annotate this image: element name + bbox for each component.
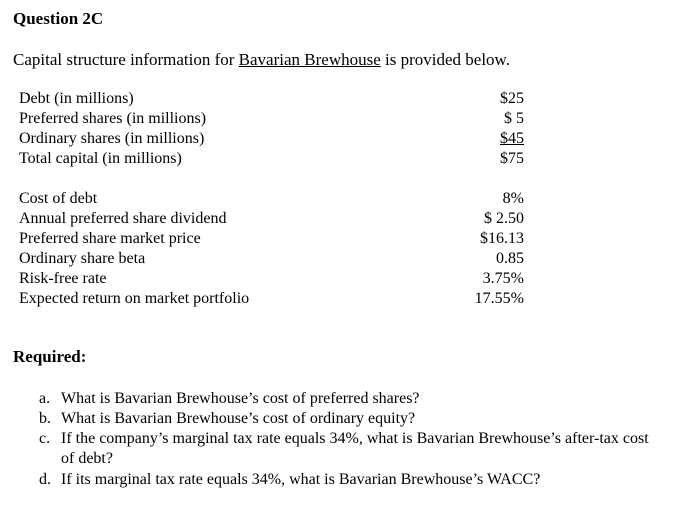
- row-value: 3.75%: [482, 270, 524, 287]
- row-value: 0.85: [496, 250, 524, 267]
- row-label: Cost of debt: [19, 190, 98, 207]
- intro-text-before: Capital structure information for: [13, 50, 239, 69]
- cost-inputs-table: [19, 189, 524, 309]
- table-row: [19, 289, 524, 309]
- row-label: Debt (in millions): [19, 90, 134, 107]
- item-letter: b.: [39, 410, 51, 427]
- row-value: $ 2.50: [484, 210, 524, 227]
- row-value: $ 5: [504, 110, 524, 127]
- table-row: [19, 209, 524, 229]
- row-value: 8%: [502, 190, 524, 207]
- list-item: [39, 389, 659, 409]
- item-text: What is Bavarian Brewhouse’s cost of preferred shares?: [61, 390, 420, 407]
- row-label: Ordinary shares (in millions): [19, 130, 205, 147]
- capital-structure-table: [19, 89, 524, 169]
- table-row: [19, 149, 524, 169]
- row-label: Ordinary share beta: [19, 250, 146, 267]
- table-row: [19, 109, 524, 129]
- company-name: Bavarian Brewhouse: [238, 50, 381, 69]
- row-label: Expected return on market portfolio: [19, 290, 250, 307]
- row-value: 17.55%: [474, 290, 524, 307]
- row-value: $75: [500, 150, 524, 167]
- row-label: Risk-free rate: [19, 270, 107, 287]
- list-item: [39, 470, 659, 490]
- item-letter: d.: [39, 471, 51, 488]
- row-label: Preferred shares (in millions): [19, 110, 207, 127]
- table-row: [19, 129, 524, 149]
- item-letter: c.: [39, 430, 51, 447]
- item-text: If its marginal tax rate equals 34%, what is Bavarian Brewhouse’s WACC?: [61, 471, 541, 488]
- table-row: [19, 89, 524, 109]
- table-row: [19, 229, 524, 249]
- item-letter: a.: [39, 390, 51, 407]
- question-list: [39, 389, 659, 490]
- intro-text-after: is provided below.: [380, 50, 510, 69]
- required-heading: Required:: [13, 347, 87, 366]
- row-value: $16.13: [480, 230, 524, 247]
- list-item: [39, 429, 659, 469]
- row-label: Annual preferred share dividend: [19, 210, 227, 227]
- table-row: [19, 249, 524, 269]
- row-value: $25: [500, 90, 524, 107]
- list-item: [39, 409, 659, 429]
- item-text: If the company’s marginal tax rate equals 34%, what is Bavarian Brewhouse’s after-tax cost of debt?: [61, 430, 649, 467]
- row-label: Preferred share market price: [19, 230, 201, 247]
- item-text: What is Bavarian Brewhouse’s cost of ordinary equity?: [61, 410, 416, 427]
- row-label: Total capital (in millions): [19, 150, 182, 167]
- table-row: [19, 189, 524, 209]
- table-row: [19, 269, 524, 289]
- question-heading: Question 2C: [13, 9, 104, 28]
- row-value: $45: [500, 130, 524, 147]
- intro-sentence: [13, 50, 510, 70]
